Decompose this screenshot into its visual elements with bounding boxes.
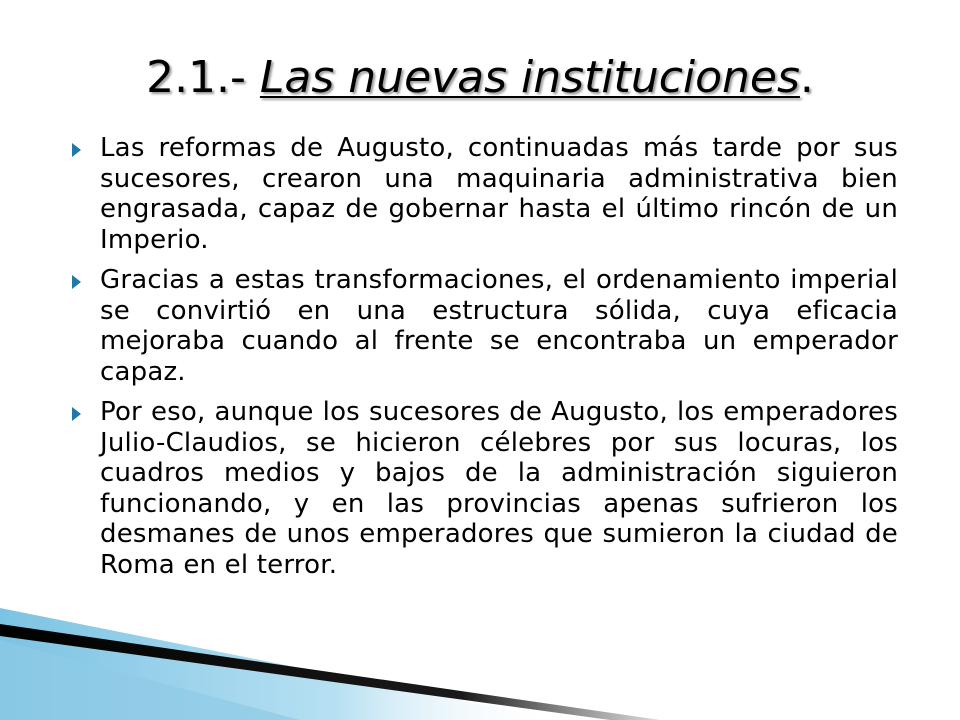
bullet-list bbox=[72, 133, 898, 590]
list-item bbox=[72, 397, 898, 580]
title-suffix: . bbox=[799, 52, 814, 103]
arrow-right-icon bbox=[72, 143, 81, 157]
list-item bbox=[72, 133, 898, 255]
slide-title bbox=[0, 50, 960, 106]
bullet-text: Las reformas de Augusto, continuadas más tarde por sus sucesores, crearon una maquinaria administrativa bien engrasada, capaz de gobernar hasta el último rincón de un Imperio. bbox=[100, 133, 898, 255]
list-item bbox=[72, 265, 898, 387]
bullet-text: Gracias a estas transformaciones, el ordenamiento imperial se convirtió en una estructura sólida, cuya eficacia mejoraba cuando al frente se encontraba un emperador capaz. bbox=[100, 265, 898, 387]
title-prefix: 2.1.- bbox=[146, 52, 260, 103]
bullet-text: Por eso, aunque los sucesores de Augusto, los emperadores Julio-Claudios, se hicieron célebres por sus locuras, los cuadros medios y bajos de la administración siguieron funcionando, y en las provincias apenas sufrieron los desmanes de unos emperadores que sumieron la ciudad de Roma en el terror. bbox=[100, 397, 898, 580]
corner-decoration bbox=[0, 600, 960, 720]
arrow-right-icon bbox=[72, 275, 81, 289]
title-main: Las nuevas instituciones bbox=[259, 52, 800, 103]
arrow-right-icon bbox=[72, 407, 81, 421]
